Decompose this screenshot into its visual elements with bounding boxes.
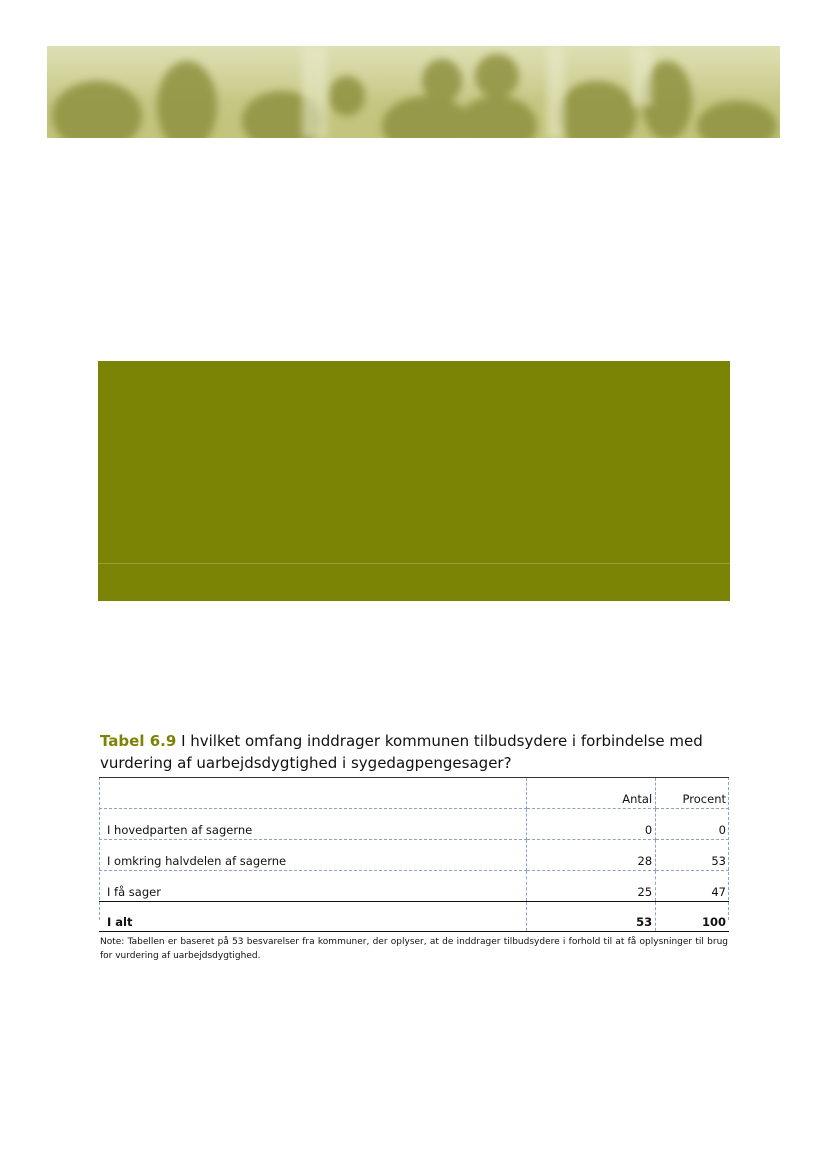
table-note: Note: Tabellen er baseret på 53 besvarelser fra kommuner, der oplyser, at de inddrager tilbudsydere i forhold til at få oplysninger til brug for vurdering af uarbejdsdygtighed. bbox=[100, 937, 728, 961]
header-procent: Procent bbox=[656, 778, 729, 809]
row-antal: 0 bbox=[527, 809, 656, 840]
row-antal: 25 bbox=[527, 871, 656, 902]
header-antal: Antal bbox=[527, 778, 656, 809]
table-number: Tabel 6.9 bbox=[100, 732, 177, 750]
header-label-cell bbox=[99, 778, 527, 809]
row-procent: 53 bbox=[656, 840, 729, 871]
row-label: I få sager bbox=[99, 871, 527, 902]
table-row bbox=[99, 871, 729, 902]
table-caption bbox=[100, 730, 740, 774]
table-row bbox=[99, 840, 729, 871]
table-title-text: I hvilket omfang inddrager kommunen tilbudsydere i forbindelse med vurdering af uarbejdsdygtighed i sygedagpengesager? bbox=[100, 732, 703, 772]
row-label: I hovedparten af sagerne bbox=[99, 809, 527, 840]
row-antal: 28 bbox=[527, 840, 656, 871]
header-banner bbox=[47, 46, 780, 138]
row-procent: 0 bbox=[656, 809, 729, 840]
total-label: I alt bbox=[99, 902, 527, 932]
total-antal: 53 bbox=[527, 902, 656, 932]
total-procent: 100 bbox=[656, 902, 729, 932]
row-label: I omkring halvdelen af sagerne bbox=[99, 840, 527, 871]
table-row bbox=[99, 809, 729, 840]
highlight-box bbox=[98, 361, 730, 601]
row-procent: 47 bbox=[656, 871, 729, 902]
table-header-row bbox=[99, 778, 729, 809]
box-divider bbox=[98, 563, 730, 564]
table-total-row bbox=[99, 902, 729, 932]
data-table bbox=[99, 777, 729, 932]
crowd-photo-banner-icon bbox=[47, 46, 780, 138]
